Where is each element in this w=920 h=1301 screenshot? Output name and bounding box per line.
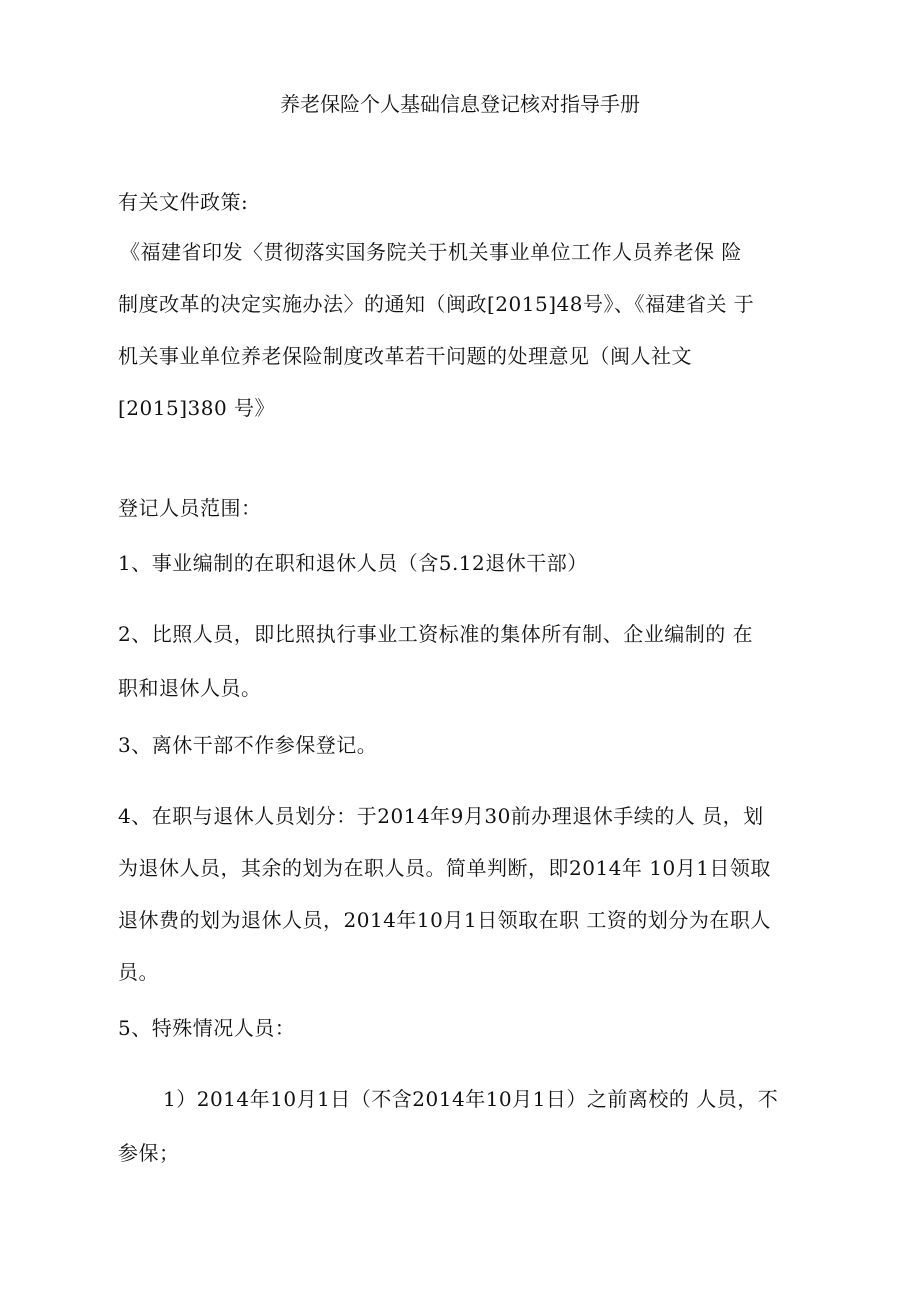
policy-line-2: 制度改革的决定实施办法〉的通知（闽政[2015]48号》、《福建省关 于 xyxy=(118,292,755,316)
policy-heading: 有关文件政策: xyxy=(118,190,249,214)
scope-item-4-line-2: 为退休人员，其余的划为在职人员。简单判断，即2014年 10月1日领取 xyxy=(118,856,771,880)
document-title: 养老保险个人基础信息登记核对指导手册 xyxy=(280,92,640,116)
scope-item-4-line-3: 退休费的划为退休人员，2014年10月1日领取在职 工资的划分为在职人 xyxy=(118,908,771,932)
scope-item-2-line-2: 职和退休人员。 xyxy=(118,676,262,700)
policy-line-4: [2015]380 号》 xyxy=(118,396,276,420)
sub-item-1-line-2: 参保； xyxy=(118,1141,180,1165)
scope-item-4-line-1: 4、在职与退休人员划分：于2014年9月30前办理退休手续的人 员，划 xyxy=(118,804,764,828)
scope-item-1: 1、事业编制的在职和退休人员（含5.12退休干部） xyxy=(118,551,588,575)
scope-item-4-line-4: 员。 xyxy=(118,960,159,984)
policy-line-1: 《福建省印发〈贯彻落实国务院关于机关事业单位工作人员养老保 险 xyxy=(120,240,742,264)
scope-item-2-line-1: 2、比照人员，即比照执行事业工资标准的集体所有制、企业编制的 在 xyxy=(118,622,754,646)
scope-heading: 登记人员范围： xyxy=(118,496,262,520)
scope-item-3: 3、离休干部不作参保登记。 xyxy=(118,733,378,757)
sub-item-1-line-1: 1）2014年10月1日（不含2014年10月1日）之前离校的 人员，不 xyxy=(163,1087,779,1111)
policy-line-3: 机关事业单位养老保险制度改革若干问题的处理意见（闽人社文 xyxy=(118,344,692,368)
scope-item-5: 5、特殊情况人员： xyxy=(118,1016,296,1040)
